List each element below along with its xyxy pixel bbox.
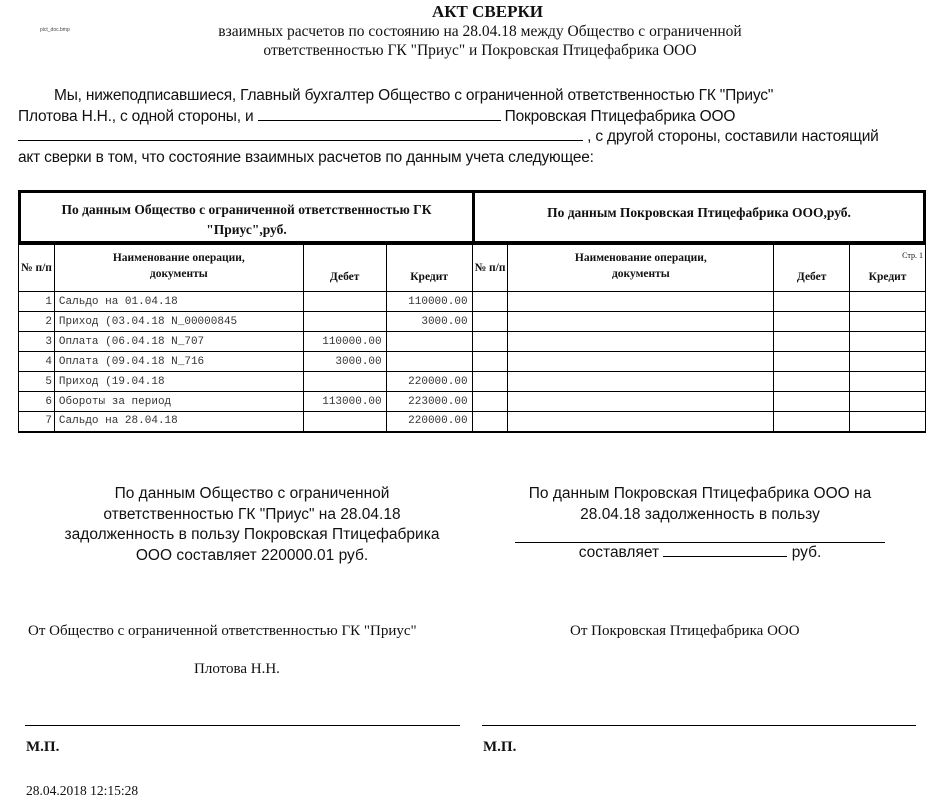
reconciliation-grid bbox=[18, 244, 926, 433]
row-operation-right bbox=[508, 312, 774, 332]
row-credit-right bbox=[850, 332, 926, 352]
intro-line-1: Мы, нижеподписавшиеся, Главный бухгалтер Общество с ограниченной ответственностью ГК "Приус" bbox=[54, 87, 774, 104]
row-operation-right bbox=[508, 392, 774, 412]
row-operation: Приход (19.04.18 bbox=[54, 372, 303, 392]
row-debit: 113000.00 bbox=[303, 392, 386, 412]
row-operation: Приход (03.04.18 N_00000845 bbox=[54, 312, 303, 332]
right-summary-line-1: По данным Покровская Птицефабрика ООО на bbox=[528, 485, 872, 502]
row-debit-right bbox=[774, 372, 850, 392]
right-party-header: По данным Покровская Птицефабрика ООО,руб. bbox=[472, 190, 926, 244]
table-row bbox=[19, 352, 926, 372]
row-credit-right bbox=[850, 312, 926, 332]
col-header-name-right: Наименование операции, документы bbox=[508, 245, 774, 292]
row-operation-right bbox=[508, 332, 774, 352]
left-party-header: По данным Общество с ограниченной ответственностью ГК "Приус",руб. bbox=[18, 190, 475, 244]
col-header-num-left: № п/п bbox=[19, 245, 55, 292]
col-header-debit-right: Дебет bbox=[774, 245, 850, 292]
intro-line-2 bbox=[18, 107, 923, 128]
row-debit-right bbox=[774, 332, 850, 352]
right-signature-line[interactable] bbox=[482, 725, 916, 726]
table-row bbox=[19, 332, 926, 352]
row-operation: Сальдо на 01.04.18 bbox=[54, 292, 303, 312]
image-placeholder-label: pict_doc.bmp bbox=[40, 27, 70, 33]
table-row bbox=[19, 372, 926, 392]
page-number: Стр. 1 bbox=[902, 251, 923, 260]
intro-line-2-start: Плотова Н.Н., с одной стороны, и bbox=[18, 107, 254, 125]
row-credit bbox=[386, 332, 472, 352]
row-debit-right bbox=[774, 312, 850, 332]
left-signatory-name: Плотова Н.Н. bbox=[194, 661, 280, 677]
intro-line-3-text: , с другой стороны, составили настоящий bbox=[587, 128, 879, 145]
print-timestamp: 28.04.2018 12:15:28 bbox=[26, 783, 139, 798]
right-summary-line-2: 28.04.18 задолженность в пользу bbox=[580, 505, 820, 523]
row-num: 1 bbox=[19, 292, 55, 312]
row-num-right bbox=[472, 352, 508, 372]
row-debit: 3000.00 bbox=[303, 352, 386, 372]
blank-line-position[interactable] bbox=[258, 107, 501, 121]
column-header-row bbox=[19, 245, 926, 292]
row-num-right bbox=[472, 332, 508, 352]
row-debit bbox=[303, 372, 386, 392]
table-row bbox=[19, 312, 926, 332]
row-num-right bbox=[472, 312, 508, 332]
row-debit: 110000.00 bbox=[303, 332, 386, 352]
row-operation-right bbox=[508, 352, 774, 372]
row-credit-right bbox=[850, 352, 926, 372]
row-debit bbox=[303, 412, 386, 432]
right-summary-amount-prefix: составляет bbox=[578, 544, 660, 561]
row-num: 2 bbox=[19, 312, 55, 332]
row-operation: Обороты за период bbox=[54, 392, 303, 412]
row-credit-right bbox=[850, 412, 926, 432]
row-operation-right bbox=[508, 292, 774, 312]
row-num-right bbox=[472, 372, 508, 392]
col-header-credit-right bbox=[850, 245, 926, 292]
left-signatory-org: От Общество с ограниченной ответственностью ГК "Приус" bbox=[28, 623, 417, 639]
row-debit-right bbox=[774, 392, 850, 412]
left-signature-line[interactable] bbox=[25, 725, 460, 726]
row-credit-right bbox=[850, 392, 926, 412]
row-debit-right bbox=[774, 352, 850, 372]
row-num: 7 bbox=[19, 412, 55, 432]
table-row bbox=[19, 412, 926, 432]
row-operation-right bbox=[508, 412, 774, 432]
left-party-summary: По данным Общество с ограниченной ответственностью ГК "Приус" на 28.04.18 задолженность в пользу Покровская Птицефабрика ООО составляет 220000.01 руб. bbox=[64, 485, 440, 564]
row-num: 6 bbox=[19, 392, 55, 412]
row-operation: Оплата (06.04.18 N_707 bbox=[54, 332, 303, 352]
col-header-name-left: Наименование операции, документы bbox=[54, 245, 303, 292]
row-credit: 223000.00 bbox=[386, 392, 472, 412]
row-operation: Оплата (09.04.18 N_716 bbox=[54, 352, 303, 372]
right-summary-amount-blank[interactable] bbox=[663, 543, 787, 557]
row-credit: 110000.00 bbox=[386, 292, 472, 312]
row-debit-right bbox=[774, 412, 850, 432]
row-num-right bbox=[472, 412, 508, 432]
row-num-right bbox=[472, 292, 508, 312]
right-signatory-org: От Покровская Птицефабрика ООО bbox=[570, 623, 800, 639]
right-summary-amount-line bbox=[490, 543, 910, 564]
subtitle-line-1: взаимных расчетов по состоянию на 28.04.18 между Общество с ограниченной bbox=[218, 23, 742, 40]
document-title: АКТ СВЕРКИ bbox=[431, 2, 544, 21]
row-debit bbox=[303, 312, 386, 332]
right-stamp-label: М.П. bbox=[483, 739, 517, 755]
subtitle-line-2: ответственностью ГК "Приус" и Покровская Птицефабрика ООО bbox=[263, 42, 697, 59]
row-num: 4 bbox=[19, 352, 55, 372]
row-credit: 220000.00 bbox=[386, 372, 472, 392]
row-credit: 3000.00 bbox=[386, 312, 472, 332]
left-stamp-label: М.П. bbox=[26, 739, 60, 755]
row-credit bbox=[386, 352, 472, 372]
row-debit bbox=[303, 292, 386, 312]
col-header-num-right: № п/п bbox=[472, 245, 508, 292]
row-num-right bbox=[472, 392, 508, 412]
col-header-debit-left: Дебет bbox=[303, 245, 386, 292]
row-credit-right bbox=[850, 372, 926, 392]
row-credit-right bbox=[850, 292, 926, 312]
col-header-credit-left: Кредит bbox=[386, 245, 472, 292]
row-credit: 220000.00 bbox=[386, 412, 472, 432]
row-num: 5 bbox=[19, 372, 55, 392]
intro-line-3 bbox=[18, 127, 923, 148]
row-operation-right bbox=[508, 372, 774, 392]
right-summary-blank-line[interactable] bbox=[515, 525, 885, 543]
table-row bbox=[19, 392, 926, 412]
intro-paragraph bbox=[18, 86, 923, 168]
blank-line-signatory[interactable] bbox=[18, 127, 583, 141]
intro-line-2-org: Покровская Птицефабрика ООО bbox=[504, 107, 736, 125]
table-row bbox=[19, 292, 926, 312]
col-header-credit-right-label: Кредит bbox=[868, 271, 907, 283]
row-operation: Сальдо на 28.04.18 bbox=[54, 412, 303, 432]
document-subtitle bbox=[180, 22, 780, 60]
right-summary-amount-suffix: руб. bbox=[791, 544, 822, 561]
intro-line-4: акт сверки в том, что состояние взаимных расчетов по данным учета следующее: bbox=[18, 148, 594, 166]
row-debit-right bbox=[774, 292, 850, 312]
right-party-summary bbox=[490, 484, 910, 564]
row-num: 3 bbox=[19, 332, 55, 352]
